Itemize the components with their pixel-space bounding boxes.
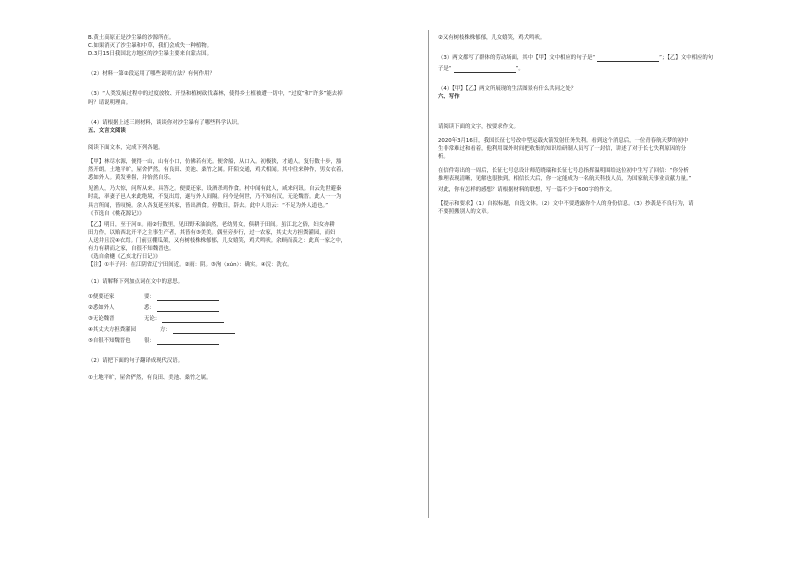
answer-blank-1[interactable] [157, 294, 219, 301]
source-a: 《节选自《桃花源记》》 [88, 210, 145, 217]
blank-row [88, 315, 416, 323]
text-a2-line-2: 时乱，率妻子邑人来此绝境，不复出焉，遂与外人间隔。问今是何世，乃不知有汉，无论魏晋。此人一一为 [88, 194, 342, 201]
blank-prefix: 无论： [144, 315, 161, 322]
answer-blank-jia[interactable] [597, 55, 659, 62]
question-4: （4）请根据上述三则材料，谈谈你对沙尘暴有了哪些科学认识。 [88, 119, 243, 126]
writing-para-2-line-1: 在信件寄出的一周后，长征七号总设计师范晓瑞和长征七号总指挥温明围给这位初中生写了回信：“你分析 [438, 167, 689, 174]
right-column [438, 34, 770, 217]
writing-tips-line-2: 不要照搬别人的文章。 [438, 209, 492, 216]
answer-blank-5[interactable] [157, 338, 219, 345]
writing-para-1-line-3: 析。 [438, 153, 449, 160]
blank-label: ④其丈夫方担粪灌园 [88, 326, 136, 333]
blank-prefix: 悉： [144, 304, 155, 311]
blank-row [88, 304, 416, 312]
option-c: C.如果消灭了沙尘暴和中草，我们会成失一种植物。 [88, 43, 213, 50]
section-6-title: 六、写作 [438, 94, 460, 101]
sub-question-2-item-1: ①土地平旷，屋舍俨然，有良田、美池、桑竹之属。 [88, 375, 212, 382]
sub-question-2-item-2: ②又有树枝株株郁郁，儿女嬉笑，鸡犬鸣吠。 [438, 35, 546, 41]
question-3-line-1: （3）“人类发展过程中的过度放牧、开垦和植树砍伐森林，使得乡土植被遭一切中，“过度”和“许多”能去掉 [88, 91, 343, 98]
annotation-note: 【注】①丰子河：在江阴省辽宁田间近。②雨：阴。③洵（xún）：确实。④浣：洗衣。 [88, 262, 293, 269]
blank-row [88, 293, 416, 301]
blank-row [88, 337, 416, 345]
question-3-row-2 [438, 65, 770, 73]
blank-label: ③无论魏晋 [88, 315, 115, 322]
question-3-line-2: 吗？请说明理由。 [88, 99, 132, 106]
writing-para-1-line-2: 生非常难过和看着，他利用课外时间把收集的知识给研制人员写了一封信，讲述了对于长七失利原因的分 [438, 145, 686, 152]
option-d: D.3月15日我国北方地区的沙尘暴主要来自蒙古国。 [88, 51, 212, 58]
text-a2-line-1: 见渔人，乃大惊，问所从来。具答之。便要还家，设酒杀鸡作食。村中闻有此人，咸来问讯。自云先世避秦 [88, 186, 342, 193]
answer-blank-2[interactable] [157, 305, 219, 312]
text-b-line-2: 田力作，以贻西北开平之主事生产者，其皆有③美美。偶至旁步行，过一农家，其丈夫方担粪灌园，而妇 [88, 229, 336, 236]
section-5-title: 五、文言文阅读 [88, 127, 126, 134]
text-b-line-3: 人送井且浣④衣焉。门前豆棚瓜架，又有树枝株株郁郁，儿女嬉笑，鸡犬鸣吠。余顾而羡之：此真一家之中， [88, 237, 347, 244]
answer-blank-4[interactable] [173, 327, 235, 334]
blank-prefix: 很： [144, 337, 155, 344]
blank-row [88, 326, 416, 334]
blank-label: ⑤自很不知魏晋也 [88, 337, 131, 344]
answer-blank-yi[interactable] [454, 66, 516, 73]
text-b-line-1: 【乙】明日，至于河①。雨②行数里，见田野禾油油然，老幼男女，俱耕于田间。虽江北之俗，妇女亦耕 [88, 221, 335, 228]
writing-tips-line-1: 【提示和要求】（1）自拟标题，自选文体。（2）文中不要透露你个人的身份信息。（3）抄袭是不良行为，请 [438, 201, 694, 208]
blank-prefix: 要： [144, 293, 155, 300]
text-a-line-1: 【甲】林尽水源，便得一山，山有小口，仿佛若有光。便舍船，从口入。初极狭，才通人。复行数十步，豁 [88, 158, 342, 165]
question-3-row [438, 54, 770, 62]
question-3-end: ”。 [515, 66, 524, 73]
writing-para-3: 对此，你有怎样的感想？请根据材料的联想，写一篇不少于600字的作文。 [438, 187, 616, 194]
question-3-text: （3）两文都写了群体的劳动场面，其中【甲】文中相应的句子是“ [438, 55, 596, 62]
column-divider [428, 30, 429, 518]
source-b: 《选自俞樾《乙亥北行日记》》 [88, 254, 161, 261]
writing-para-1-line-1: 2020年3月16日，我国长征七号改中型运载火箭发射任务失利。看到这个消息后，一位青春航天梦的初中 [438, 137, 689, 144]
writing-para-2-line-2: 推理表现清晰，见解也很独到，相信长大后，你一定能成为一名航天科技人员，为国家航天事业贡献力量。” [438, 176, 692, 183]
question-3-text-2: 子是“ [438, 66, 452, 73]
sub-question-2: （2）请把下面的句子翻译成现代汉语。 [88, 358, 184, 365]
question-4-right: （4）【甲】【乙】两文所展现的生活图景有什么共同之处？ [438, 86, 577, 93]
question-3-mid: ”；【乙】文中相应的句 [659, 55, 714, 62]
sub-question-1: （1）请解释下列加点词在文中的意思。 [88, 279, 184, 286]
blank-label: ②悉如外人 [88, 304, 115, 311]
option-b: B.黄土高原正是沙尘暴的沙源所在。 [88, 35, 175, 41]
text-a-line-3: 悉如外人。黄发垂髫，并怡然自乐。 [88, 175, 175, 182]
text-a-line-2: 然开朗。土地平旷，屋舍俨然，有良田、美池、桑竹之属。阡陌交通，鸡犬相闻。其中往来种作，男女衣着， [88, 167, 347, 174]
left-column [88, 34, 416, 382]
reading-instruction: 阅读下面文本，完成下列各题。 [88, 144, 164, 151]
writing-instruction: 请阅读下面的文字，按要求作文。 [438, 123, 519, 130]
answer-blank-3[interactable] [162, 316, 224, 323]
blank-label: ①便要还家 [88, 293, 115, 300]
question-2: （2）材料一第②段运用了哪些说明方法？有何作用？ [88, 71, 215, 78]
text-b-line-4: 有力有耕而之家，自很不知魏晋也。 [88, 246, 175, 253]
text-a2-line-3: 具言所闻，皆叹惋。余人各复延至其家，皆出酒食。停数日，辞去。此中人语云：“不足为外人道也。” [88, 202, 329, 209]
blank-prefix: 方： [160, 326, 171, 333]
